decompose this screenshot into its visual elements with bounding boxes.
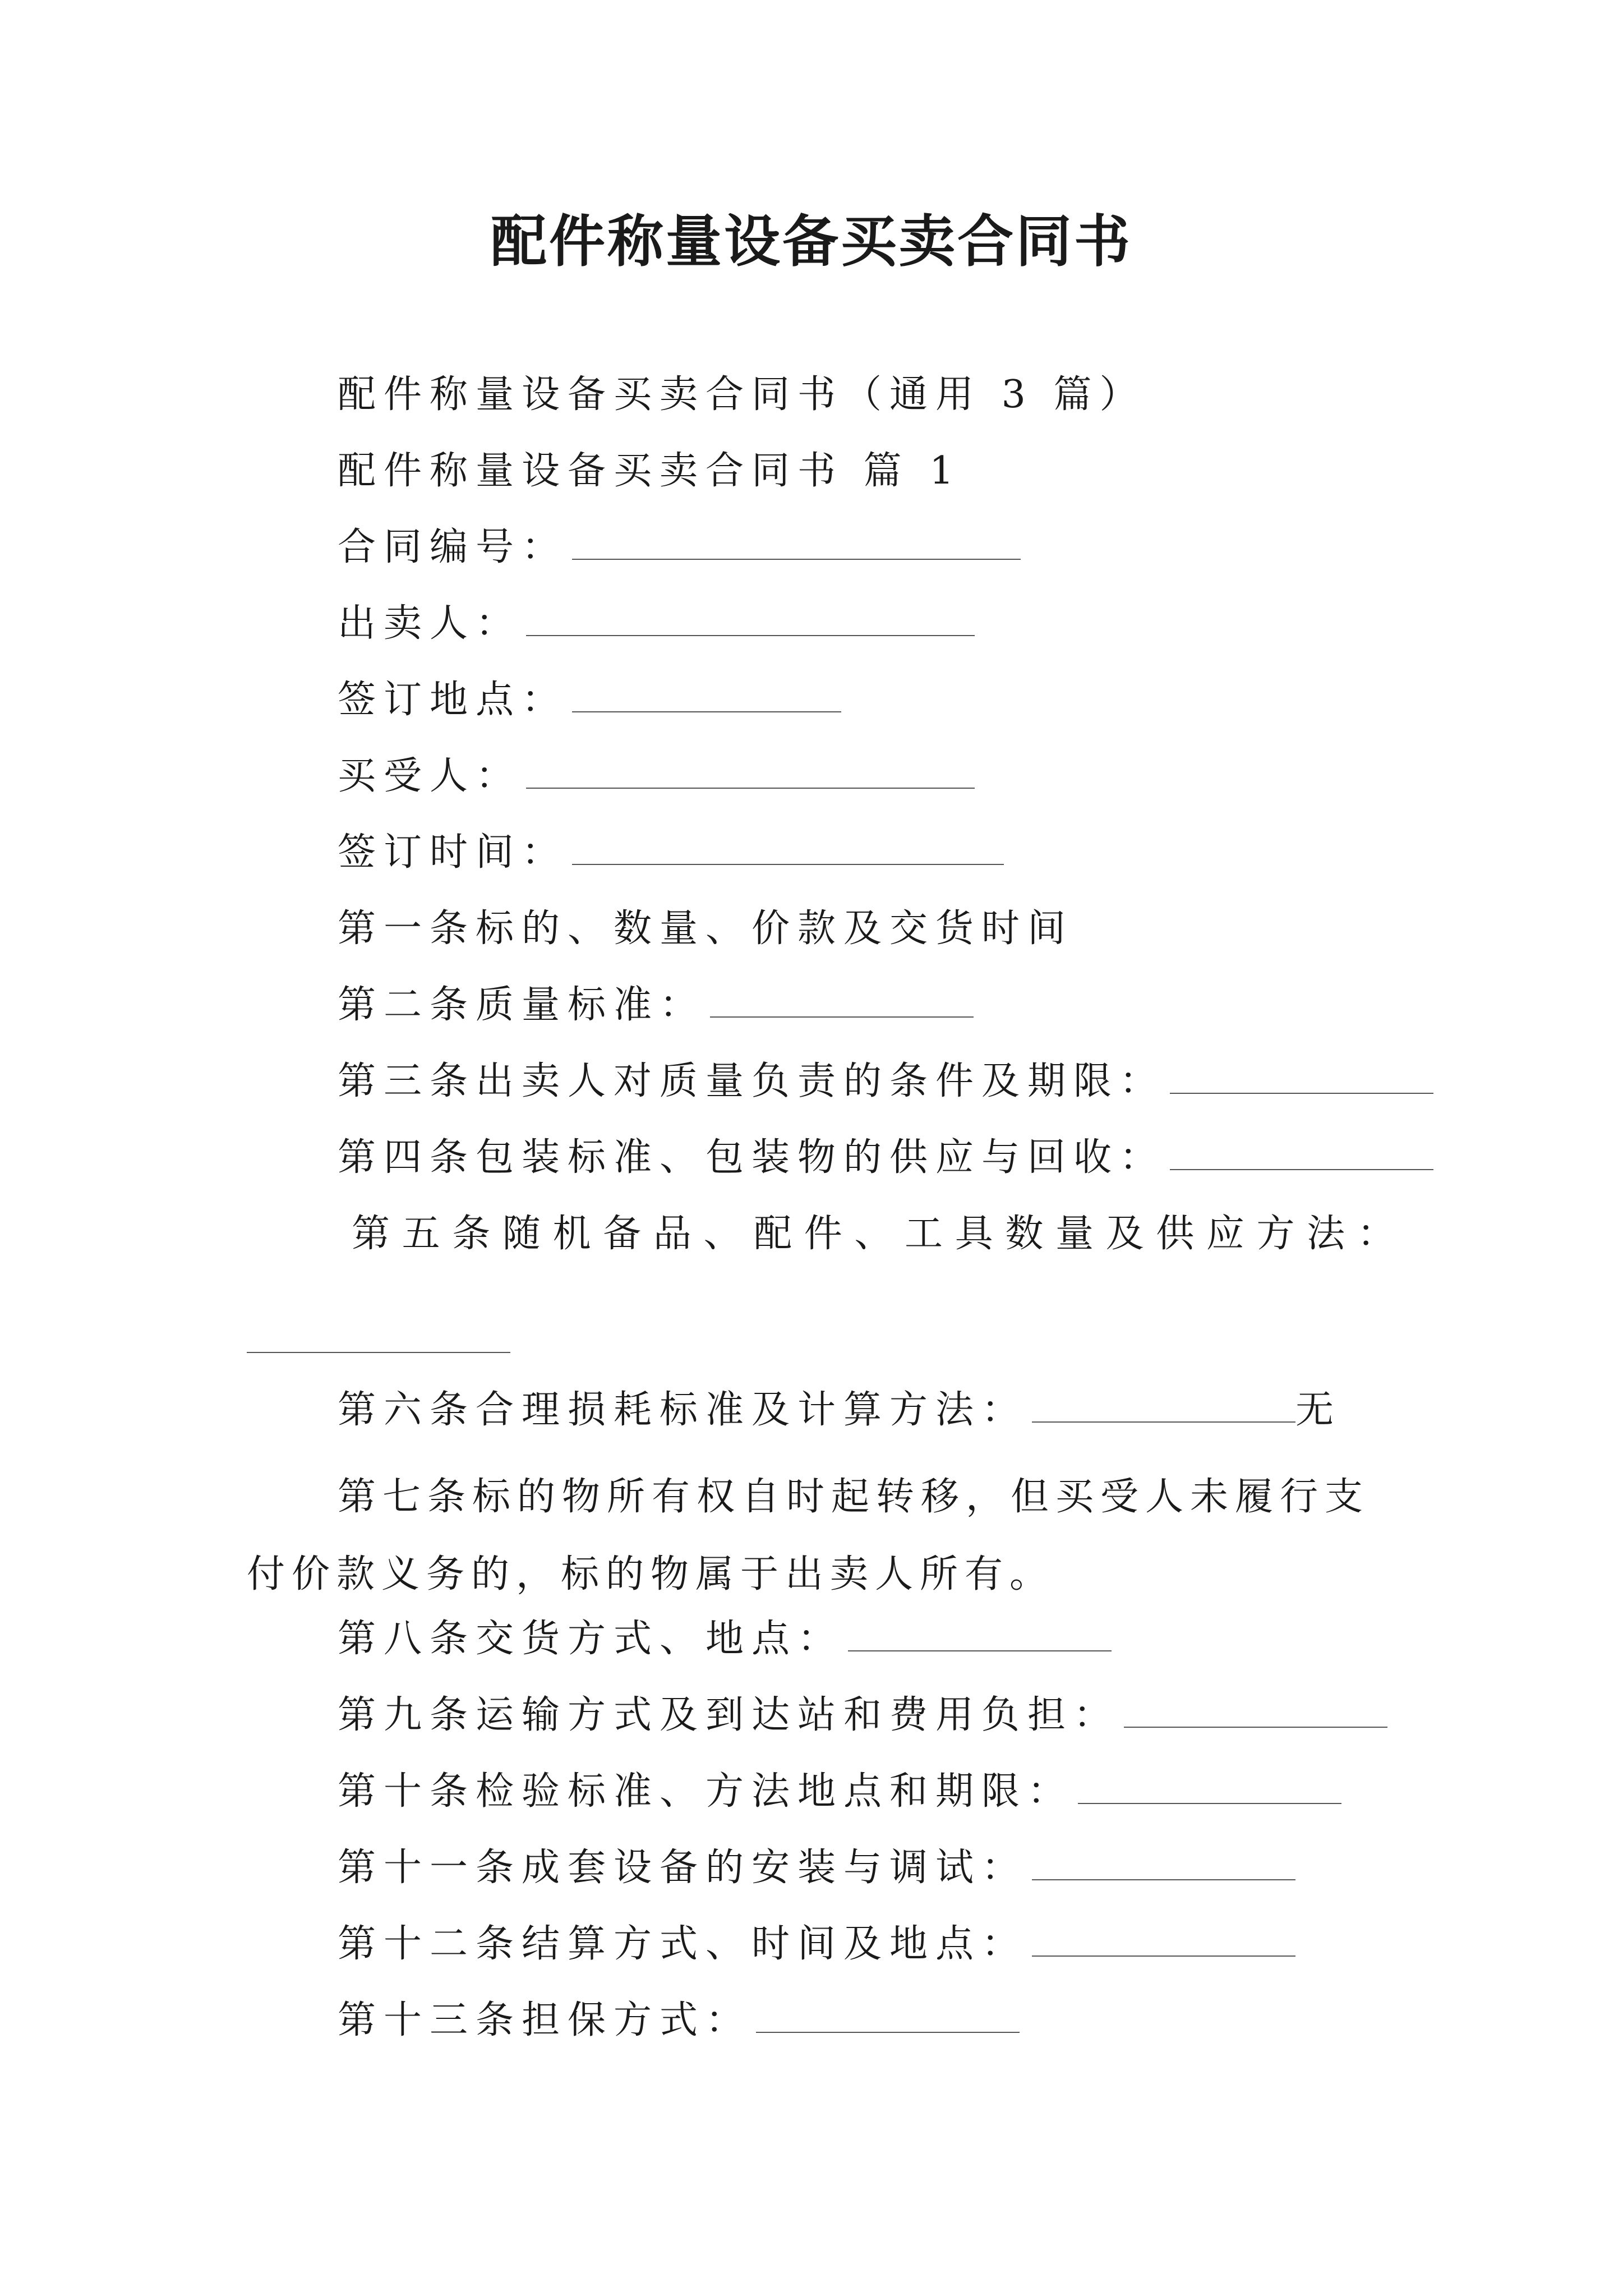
a5-char: 及 [1105,1212,1144,1256]
article-12 [338,1916,1295,1972]
article-10-blank[interactable] [1078,1766,1341,1804]
article-12-blank[interactable] [1032,1918,1295,1957]
article-4 [338,1130,1433,1186]
a5-char: 法 [1307,1212,1345,1256]
article-text: 第二条质量标准： [338,983,706,1027]
field-label: 签订时间： [338,830,568,875]
article-4-blank[interactable] [1170,1132,1433,1170]
sign-place-blank[interactable] [572,674,841,712]
part-heading [338,443,962,499]
field-sign-place [338,672,841,728]
a5-char: 随 [502,1212,541,1256]
article-text: 第三条出卖人对质量负责的条件及期限： [338,1059,1166,1103]
field-sign-time [338,825,1004,881]
a5-char: 第 [352,1212,390,1256]
a5-char: 、 [854,1212,893,1256]
a5-char: 配 [754,1212,792,1256]
field-seller [338,596,975,652]
article-9 [338,1687,1387,1743]
a5-char: 工 [905,1212,943,1256]
article-11 [338,1840,1295,1896]
article-text: 第六条合理损耗标准及计算方法： [338,1388,1028,1432]
field-label: 合同编号： [338,525,568,569]
article-text: 第九条运输方式及到达站和费用负担： [338,1693,1120,1737]
article-6-blank[interactable] [1032,1384,1295,1423]
part-heading-text: 配件称量设备买卖合同书 篇 1 [338,449,962,493]
a5-char: 方 [1256,1212,1295,1256]
article-9-blank[interactable] [1124,1690,1387,1728]
a5-char: 量 [1055,1212,1094,1256]
a5-char: 具 [955,1212,993,1256]
article-8-blank[interactable] [848,1613,1112,1651]
field-contract-no [338,519,1021,576]
a5-char: 条 [452,1212,491,1256]
buyer-blank[interactable] [526,751,975,789]
subtitle-text: 配件称量设备买卖合同书（通用 3 篇） [338,372,1146,417]
a5-char: 备 [603,1212,642,1256]
article-text: 第七条标的物所有权自时起转移，但买受人未履行支付价款义务的，标的物属于出卖人所有。 [247,1475,1370,1596]
a5-char: ： [1357,1212,1395,1256]
subtitle [338,367,1146,423]
article-6-suffix: 无 [1295,1388,1342,1432]
article-13 [338,1993,1020,2049]
article-3 [338,1053,1433,1110]
a5-char: 品 [653,1212,691,1256]
field-label: 出卖人： [338,601,522,646]
contract-no-blank[interactable] [572,522,1021,560]
article-11-blank[interactable] [1032,1842,1295,1880]
article-text: 第十条检验标准、方法地点和期限： [338,1769,1074,1814]
article-10 [338,1764,1341,1820]
sign-time-blank[interactable] [572,827,1004,865]
article-3-blank[interactable] [1170,1056,1433,1094]
article-6 [338,1382,1341,1438]
page-title: 配件称量设备买卖合同书 [491,208,1132,274]
article-text: 第八条交货方式、地点： [338,1617,844,1661]
a5-char: 数 [1005,1212,1044,1256]
a5-char: 五 [402,1212,440,1256]
article-5 [352,1206,1395,1262]
article-2 [338,977,974,1033]
seller-blank[interactable] [526,598,975,636]
article-1 [338,901,1073,957]
a5-char: 供 [1156,1212,1195,1256]
article-text: 第十二条结算方式、时间及地点： [338,1922,1028,1966]
a5-char: 应 [1206,1212,1244,1256]
a5-char: 机 [552,1212,591,1256]
article-text: 第四条包装标准、包装物的供应与回收： [338,1135,1166,1180]
article-text: 第十一条成套设备的安装与调试： [338,1846,1028,1890]
a5-char: 件 [804,1212,842,1256]
article-2-blank[interactable] [710,979,974,1018]
article-7 [247,1458,1385,1613]
field-label: 买受人： [338,754,522,798]
article-13-blank[interactable] [756,1995,1020,2033]
article-text: 第一条标的、数量、价款及交货时间 [338,907,1074,951]
a5-char: 、 [703,1212,742,1256]
field-buyer [338,748,975,804]
article-text: 第十三条担保方式： [338,1998,752,2042]
article-5-blank[interactable] [247,1352,510,1353]
field-label: 签订地点： [338,678,568,722]
article-8 [338,1611,1112,1667]
